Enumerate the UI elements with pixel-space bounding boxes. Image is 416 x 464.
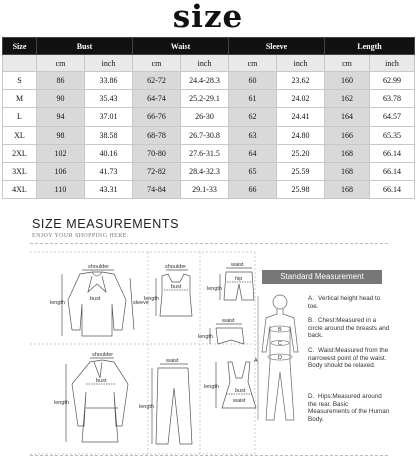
table-cell: 37.01 — [85, 108, 133, 126]
size-table — [2, 37, 415, 199]
table-cell: 160 — [325, 72, 370, 90]
label-waist: waist — [166, 358, 179, 364]
shorts-diagram — [220, 268, 254, 300]
table-cell: 43.31 — [85, 181, 133, 199]
label-sleeve: sleeve — [133, 300, 149, 306]
label-waist: waist — [233, 398, 246, 404]
table-cell: 74-84 — [133, 181, 181, 199]
table-row — [3, 72, 415, 90]
table-cell: 62.99 — [370, 72, 415, 90]
table-cell: 110 — [37, 181, 85, 199]
unit-cell: cm — [229, 55, 277, 72]
label-length: length — [139, 404, 154, 410]
table-cell: 66.14 — [370, 144, 415, 162]
label-length: length — [204, 384, 219, 390]
header-unit-blank — [3, 55, 37, 72]
header-waist: Waist — [133, 38, 229, 55]
table-row — [3, 108, 415, 126]
size-label-cell: L — [3, 108, 37, 126]
body-letter-b: B — [278, 327, 282, 333]
table-cell: 65 — [229, 162, 277, 180]
table-cell: 33.86 — [85, 72, 133, 90]
table-cell: 64-74 — [133, 90, 181, 108]
table-cell: 40.16 — [85, 144, 133, 162]
table-cell: 25.2-29.1 — [181, 90, 229, 108]
label-hip: hip — [235, 276, 243, 282]
table-cell: 27.6-31.5 — [181, 144, 229, 162]
label-bust: bust — [90, 296, 101, 302]
table-cell: 168 — [325, 162, 370, 180]
table-cell: 23.62 — [277, 72, 325, 90]
unit-cell: cm — [325, 55, 370, 72]
table-cell: 63 — [229, 126, 277, 144]
table-cell: 168 — [325, 144, 370, 162]
table-cell: 62 — [229, 108, 277, 126]
size-label-cell: XL — [3, 126, 37, 144]
table-cell: 24.02 — [277, 90, 325, 108]
short-pants-diagram — [210, 324, 244, 344]
label-length: length — [144, 296, 159, 302]
label-waist: waist — [222, 318, 235, 324]
size-label-cell: 2XL — [3, 144, 37, 162]
body-letter-a: A — [254, 358, 258, 364]
label-waist: waist — [231, 262, 244, 268]
unit-cell: inch — [370, 55, 415, 72]
table-cell: 166 — [325, 126, 370, 144]
table-row — [3, 144, 415, 162]
table-cell: 28.4-32.3 — [181, 162, 229, 180]
table-cell: 38.58 — [85, 126, 133, 144]
table-cell: 66 — [229, 181, 277, 199]
header-sleeve: Sleeve — [229, 38, 325, 55]
table-cell: 64 — [229, 144, 277, 162]
size-label-cell: S — [3, 72, 37, 90]
label-length: length — [207, 286, 222, 292]
table-cell: 164 — [325, 108, 370, 126]
table-cell: 72-82 — [133, 162, 181, 180]
table-row — [3, 162, 415, 180]
table-cell: 168 — [325, 181, 370, 199]
unit-cell: cm — [133, 55, 181, 72]
note-d: D. Hips:Measured around the rear. Basic Measurements of the Human Body. — [308, 393, 390, 423]
header-length: Length — [325, 38, 415, 55]
table-cell: 102 — [37, 144, 85, 162]
table-cell: 25.98 — [277, 181, 325, 199]
table-cell: 106 — [37, 162, 85, 180]
note-c: C. Waist:Measured from the narrowest point of the waist. Body should be relaxed. — [308, 347, 389, 370]
header-bust: Bust — [37, 38, 133, 55]
table-cell: 25.20 — [277, 144, 325, 162]
note-b: B. Chest:Measured in a circle around the breasts and back. — [308, 317, 390, 340]
label-shoulder: shoulder — [88, 264, 110, 270]
label-length: length — [50, 300, 65, 306]
table-cell: 26-30 — [181, 108, 229, 126]
table-cell: 70-80 — [133, 144, 181, 162]
table-cell: 68-78 — [133, 126, 181, 144]
table-cell: 29.1-33 — [181, 181, 229, 199]
table-cell: 66.14 — [370, 181, 415, 199]
label-bust: bust — [171, 284, 182, 290]
table-cell: 24.80 — [277, 126, 325, 144]
size-label-cell: 3XL — [3, 162, 37, 180]
table-cell: 24.41 — [277, 108, 325, 126]
unit-cell: cm — [37, 55, 85, 72]
table-cell: 62-72 — [133, 72, 181, 90]
table-row — [3, 181, 415, 199]
table-cell: 66.14 — [370, 162, 415, 180]
table-cell: 90 — [37, 90, 85, 108]
body-letter-d: D — [278, 355, 282, 361]
table-cell: 162 — [325, 90, 370, 108]
section-title: SIZE MEASUREMENTS — [32, 217, 180, 231]
label-bust: bust — [96, 378, 107, 384]
table-cell: 65.35 — [370, 126, 415, 144]
body-letter-c: C — [278, 341, 282, 347]
table-cell: 86 — [37, 72, 85, 90]
table-cell: 66-76 — [133, 108, 181, 126]
header-size: Size — [3, 38, 37, 55]
label-shoulder: shoulder — [92, 352, 114, 358]
size-label-cell: 4XL — [3, 181, 37, 199]
size-label-cell: M — [3, 90, 37, 108]
table-cell: 94 — [37, 108, 85, 126]
size-measurements-section — [30, 212, 390, 457]
unit-cell: inch — [85, 55, 133, 72]
standard-measurement-label: Standard Measurement — [262, 270, 382, 284]
table-cell: 25.59 — [277, 162, 325, 180]
table-row — [3, 126, 415, 144]
table-cell: 64.57 — [370, 108, 415, 126]
table-cell: 63.78 — [370, 90, 415, 108]
vest-diagram — [156, 270, 192, 316]
divider-bottom — [30, 455, 388, 456]
label-bust: bust — [235, 388, 246, 394]
page-title: size — [172, 0, 244, 35]
table-cell: 41.73 — [85, 162, 133, 180]
unit-cell: inch — [277, 55, 325, 72]
label-length: length — [54, 400, 69, 406]
label-shoulder: shoulder — [165, 264, 187, 270]
table-row — [3, 90, 415, 108]
size-table-body — [3, 72, 415, 199]
table-cell: 60 — [229, 72, 277, 90]
table-cell: 35.43 — [85, 90, 133, 108]
label-length: length — [198, 334, 213, 340]
coat-diagram — [66, 358, 128, 442]
table-cell: 26.7-30.8 — [181, 126, 229, 144]
note-a: A. Vertical height head to toe. — [308, 295, 381, 310]
unit-cell: inch — [181, 55, 229, 72]
section-subtitle: ENJOY YOUR SHOPPING HERE. — [32, 233, 129, 239]
trousers-diagram — [152, 364, 192, 444]
blouse-diagram — [62, 270, 134, 336]
table-cell: 61 — [229, 90, 277, 108]
table-cell: 98 — [37, 126, 85, 144]
table-cell: 24.4-28.3 — [181, 72, 229, 90]
